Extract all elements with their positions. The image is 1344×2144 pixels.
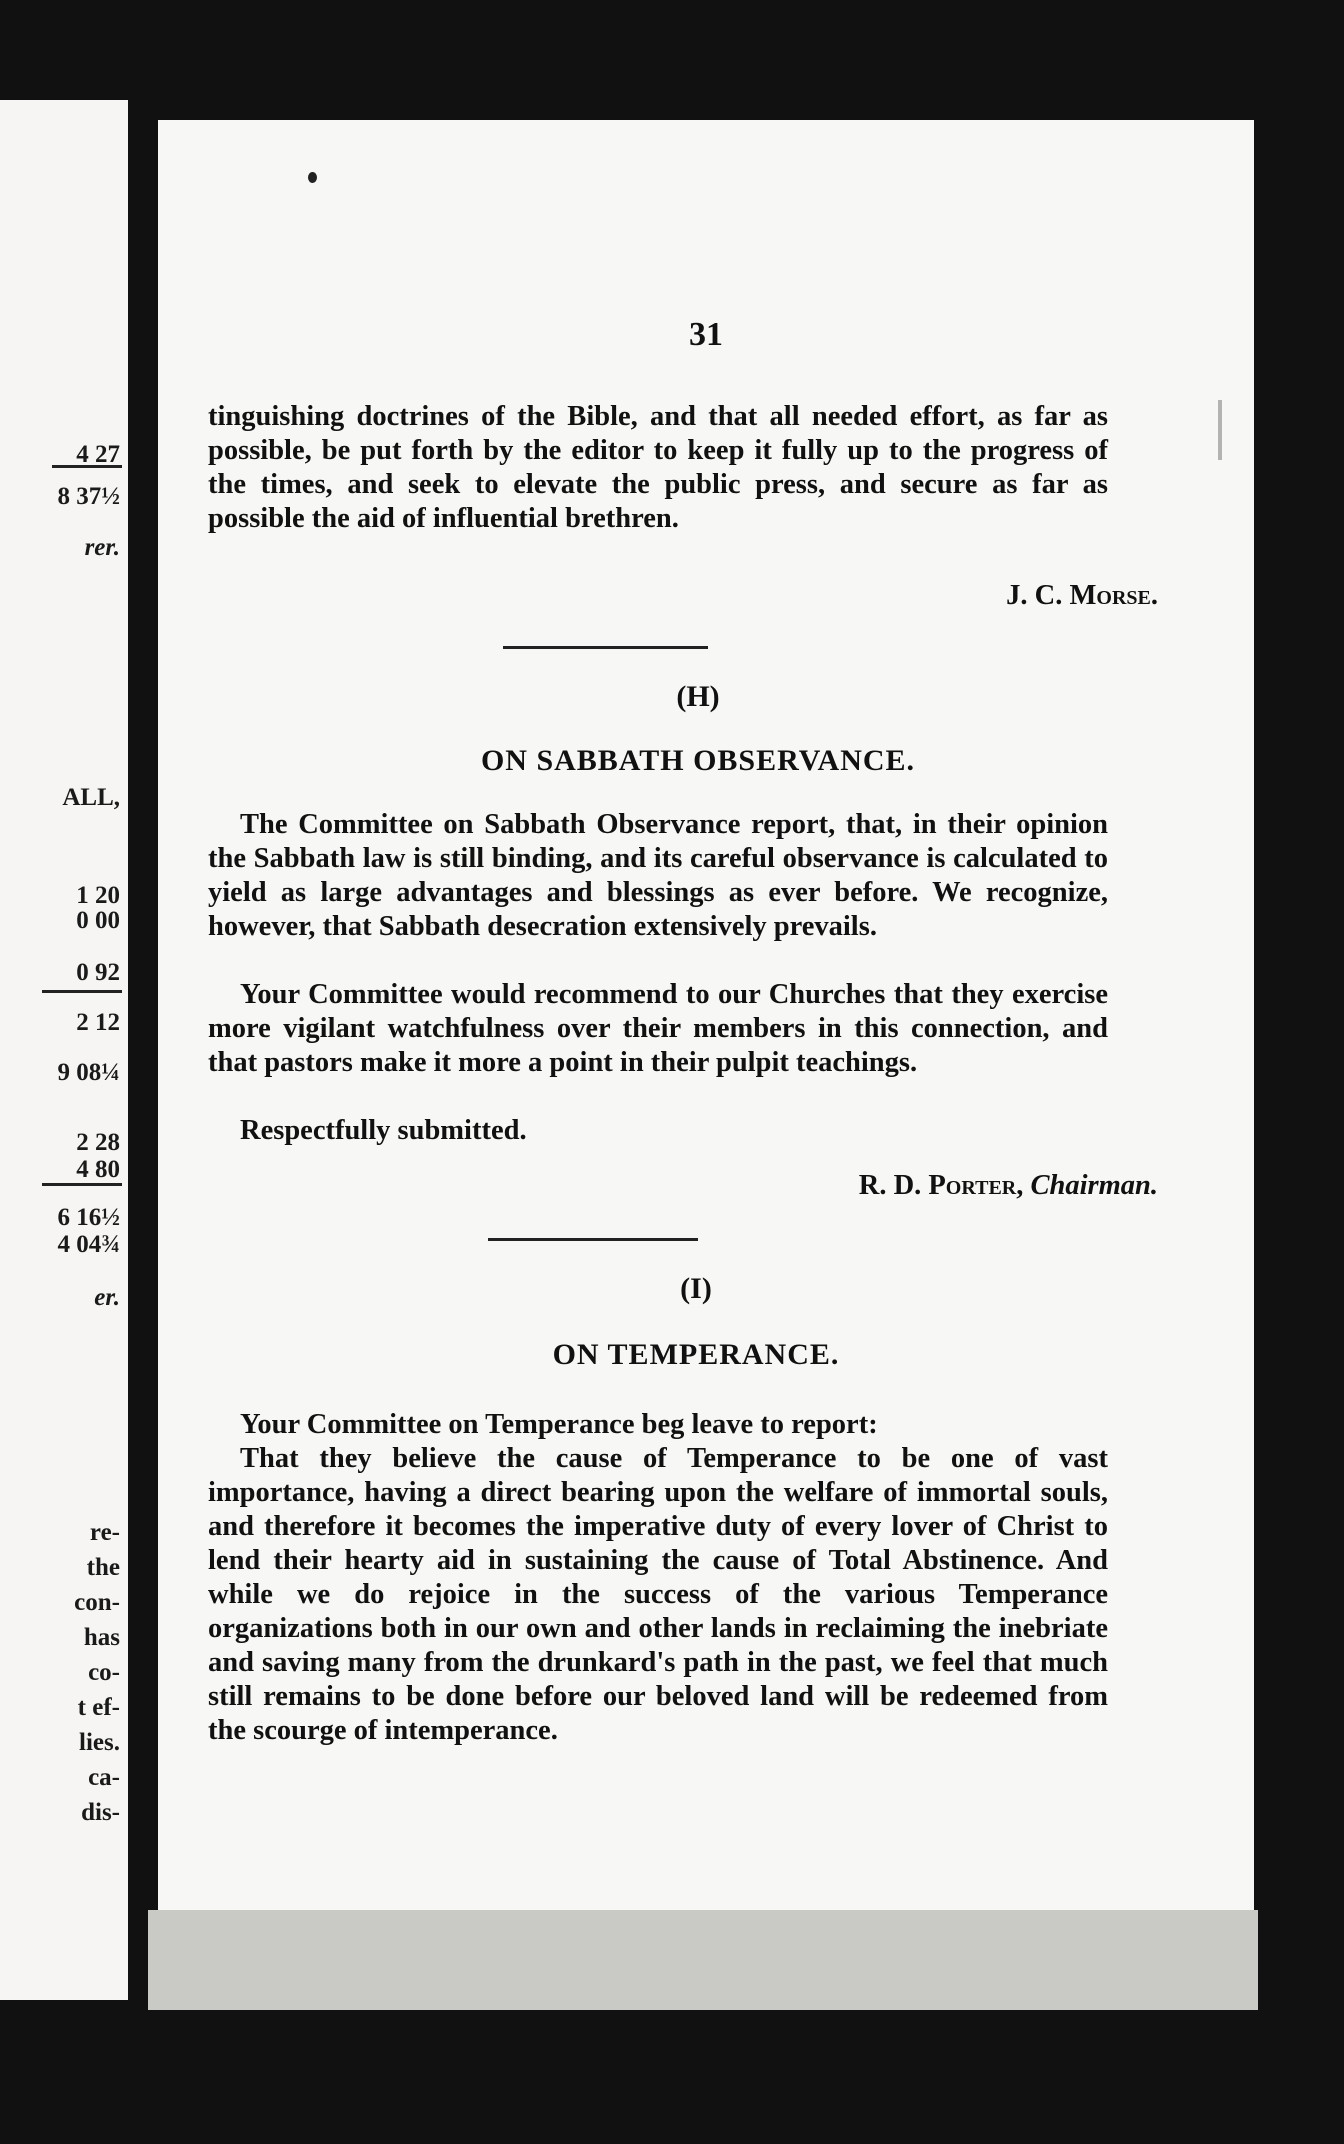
- prev-page-fragment: t ef-: [77, 1694, 120, 1721]
- prev-page-fragment: 2 28: [76, 1129, 120, 1156]
- continuation-paragraph: tinguishing doctrines of the Bible, and that all needed effort, as far as possible, be put forth by the editor to keep it fully up to the progress of the times, and seek to elevate the public press, and secure as far as possible the aid of influential brethren.: [208, 401, 1108, 534]
- sabbath-signature: [859, 1170, 1158, 1202]
- section-title-temperance: ON TEMPERANCE.: [552, 1338, 840, 1371]
- prev-page-fragment: co-: [88, 1659, 120, 1686]
- section-title-sabbath: ON SABBATH OBSERVANCE.: [480, 744, 916, 777]
- prev-page-fragment: re-: [89, 1519, 120, 1546]
- page: [158, 120, 1254, 1910]
- scan-bottom-strip: [148, 1910, 1258, 2010]
- prev-page-fragment: 1 20: [76, 882, 120, 909]
- signature-name: R. D. Porter,: [858, 1170, 1024, 1201]
- signature-name: J. C. Morse.: [1006, 580, 1158, 611]
- prev-page-fragment: rer.: [84, 534, 120, 561]
- prev-page-fragment: the: [86, 1554, 120, 1581]
- prev-page-fragment: 6 16½: [57, 1204, 120, 1231]
- prev-page-fragment: 4 80: [76, 1156, 120, 1183]
- sabbath-closing: Respectfully submitted.: [240, 1115, 527, 1146]
- prev-page-fragment: 4 27: [76, 441, 120, 468]
- prev-page-fragment: er.: [94, 1284, 120, 1311]
- temperance-paragraph: That they believe the cause of Temperance to be one of vast importance, having a direct bearing upon the welfare of immortal souls, and therefore it becomes the imperative duty of every lover of Christ to lend their hearty aid in sustaining the cause of Total Abstinence. And while we do rejoice in the success of the various Temperance organizations both in our own and other lands in reclaiming the inebriate and saving many from the drunkard's path in the past, we feel that much still remains to be done before our beloved land will be redeemed from the scourge of intemperance.: [208, 1443, 1108, 1746]
- prev-page-fragment: lies.: [79, 1729, 120, 1756]
- section-divider: [503, 646, 708, 649]
- prev-page-fragment: con-: [74, 1589, 120, 1616]
- continuation-signature: [1006, 580, 1158, 612]
- prev-page-fragment: ca-: [88, 1764, 120, 1791]
- prev-page-fragment: 2 12: [76, 1009, 120, 1036]
- prev-page-fragment: 0 00: [76, 907, 120, 934]
- page-number: 31: [689, 316, 723, 353]
- section-letter-h: (H): [676, 680, 720, 713]
- section-letter-i: (I): [680, 1272, 712, 1305]
- prev-page-fragment: 9 08¼: [57, 1059, 120, 1086]
- prev-page-fragment: 8 37½: [57, 483, 120, 510]
- prev-page-rule: [42, 990, 122, 993]
- prev-page-fragment: has: [83, 1624, 120, 1651]
- prev-page-fragment: ALL,: [62, 784, 120, 811]
- signature-role: Chairman.: [1030, 1170, 1158, 1201]
- prev-page-fragment: dis-: [81, 1799, 120, 1826]
- page-edge-mark: [1218, 400, 1222, 460]
- previous-page-edge: [0, 100, 128, 2000]
- temperance-intro: Your Committee on Temperance beg leave to report:: [240, 1409, 878, 1440]
- sabbath-paragraph-1: The Committee on Sabbath Observance report, that, in their opinion the Sabbath law is still binding, and its careful observance is calculated to yield as large advantages and blessings as ever before. We recognize, however, that Sabbath desecration extensively prevails.: [208, 809, 1108, 942]
- sabbath-paragraph-2: Your Committee would recommend to our Churches that they exercise more vigilant watchfulness over their members in this connection, and that pastors make it more a point in their pulpit teachings.: [208, 979, 1108, 1078]
- prev-page-fragment: 4 04¾: [57, 1231, 120, 1258]
- ink-speck: [308, 172, 317, 183]
- prev-page-fragment: 0 92: [76, 959, 120, 986]
- prev-page-rule: [42, 1183, 122, 1186]
- section-divider: [488, 1238, 698, 1241]
